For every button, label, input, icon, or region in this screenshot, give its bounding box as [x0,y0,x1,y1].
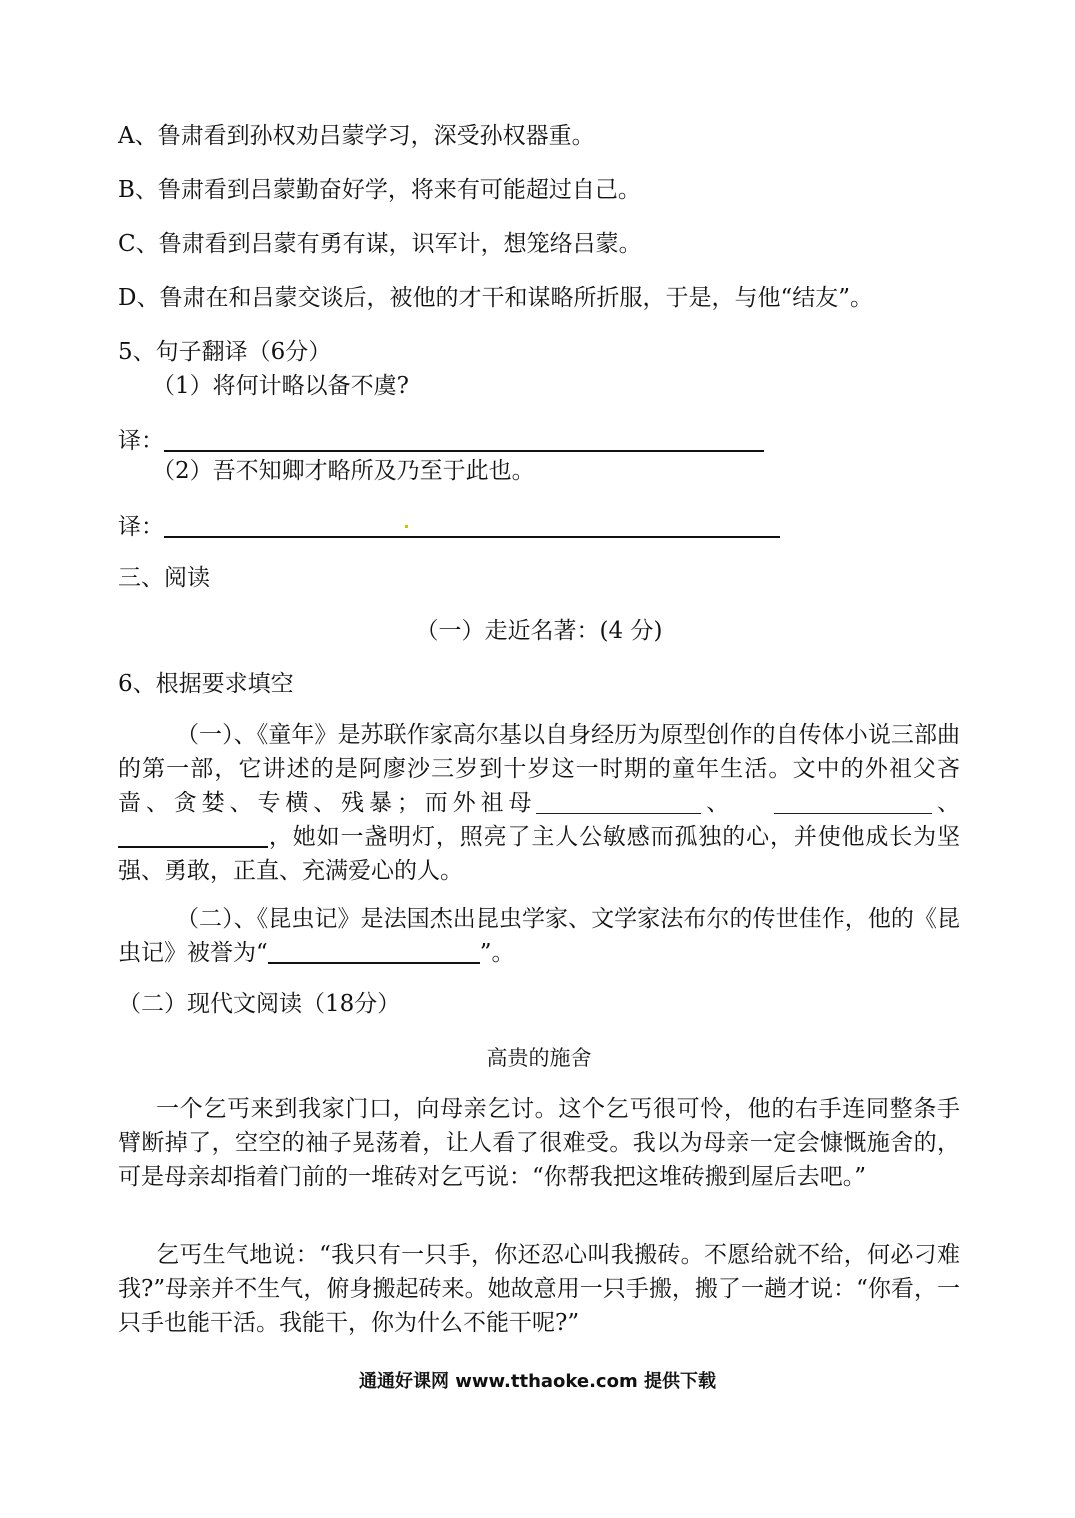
stray-dot [405,525,408,528]
paragraph-text: ”。 [479,940,515,966]
translation-line-2 [118,510,780,541]
option-c: C、鲁肃看到吕蒙有勇有谋，识军计，想笼络吕蒙。 [118,231,642,257]
subsection-title: （二）现代文阅读（18分） [118,991,401,1017]
paragraph-text: ，她如一盏明灯，照亮了主人公敏感而孤独的心，并使他成长为坚强、勇敢，正直、充满爱心的人。 [118,824,960,884]
paragraph-text: （二）、《昆虫记》是法国杰出昆虫学家、文学家法布尔的传世佳作，他的《昆虫记》被誉为“ [118,906,960,966]
answer-blank[interactable] [164,510,780,538]
paragraph-childhood [118,718,960,888]
question-6-title: 6、根据要求填空 [118,671,294,697]
footer-text: 通通好课网 www.tthaoke.com 提供下载 [359,1371,716,1392]
answer-blank[interactable] [118,820,268,848]
answer-blank[interactable] [268,936,480,964]
translation-label: 译： [118,514,164,540]
option-d: D、鲁肃在和吕蒙交谈后，被他的才干和谋略所折服，于是，与他“结友”。 [118,285,873,311]
answer-blank[interactable] [536,789,701,814]
option-a: A、鲁肃看到孙权劝吕蒙学习，深受孙权器重。 [118,123,595,149]
answer-blank[interactable] [774,789,932,814]
story-paragraph-1: 一个乞丐来到我家门口，向母亲乞讨。这个乞丐很可怜，他的右手连同整条手臂断掉了，空空的袖子晃荡着，让人看了很难受。我以为母亲一定会慷慨施舍的，可是母亲却指着门前的一堆砖对乞丐说：“你帮我把这堆砖搬到屋后去吧。” [118,1096,960,1190]
story-title: 高贵的施舍 [486,1046,592,1070]
paragraph-text: 、 [932,790,961,816]
question-5-sentence-2: （2）吾不知卿才略所及乃至于此也。 [152,458,535,484]
option-b: B、鲁肃看到吕蒙勤奋好学，将来有可能超过自己。 [118,177,641,203]
paragraph-text: （一）、《童年》是苏联作家高尔基以自身经历为原型创作的自传体小说三部曲的第一部，它讲述的是阿廖沙三岁到十岁这一时期的童年生活。文中的外祖父吝啬、贪婪、专横、残暴；而外祖母 [118,722,960,816]
subsection-title: （一）走近名著：(4 分) [415,618,663,644]
question-5-sentence-1: （1）将何计略以备不虞? [152,373,409,399]
answer-blank[interactable] [164,424,764,452]
question-5-title: 5、句子翻译（6分） [118,339,332,365]
paragraph-text: 、 [701,790,735,816]
translation-label: 译： [118,428,164,454]
section-3-title: 三、阅读 [118,565,210,591]
story-paragraph-2: 乞丐生气地说：“我只有一只手，你还忍心叫我搬砖。不愿给就不给，何必刁难我?”母亲并不生气，俯身搬起砖来。她故意用一只手搬，搬了一趟才说：“你看，一只手也能干活。我能干，你为什么不能干呢?” [118,1242,960,1336]
translation-line-1 [118,424,764,455]
paragraph-insects [118,902,960,970]
